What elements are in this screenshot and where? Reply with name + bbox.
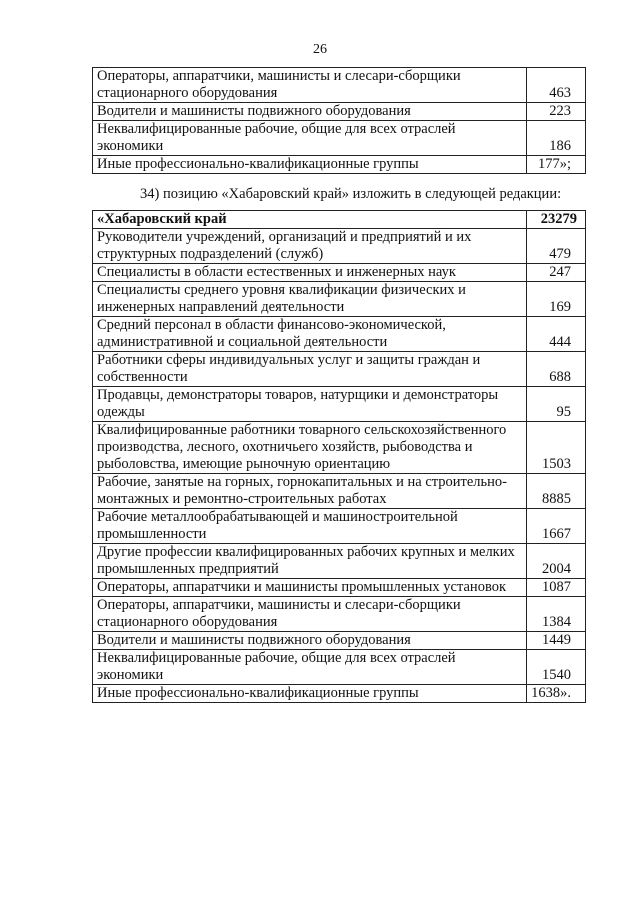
table-row [93,474,586,509]
table-row [93,103,586,121]
khabarovsk-table-body [93,211,586,703]
occupation-group-name: Рабочие металлообрабатывающей и машиностроительной промышленности [93,509,527,544]
table-row [93,597,586,632]
table-row [93,282,586,317]
occupation-group-name: Продавцы, демонстраторы товаров, натурщики и демонстраторы одежды [93,387,527,422]
occupation-group-count: 1087 [527,579,586,597]
table-row [93,685,586,703]
occupation-group-name: Операторы, аппаратчики, машинисты и слесари-сборщики стационарного оборудования [93,68,527,103]
occupation-group-name: Неквалифицированные рабочие, общие для всех отраслей экономики [93,650,527,685]
occupation-group-name: Средний персонал в области финансово-экономической, административной и социальной деятельности [93,317,527,352]
occupation-group-count: 223 [527,103,586,121]
table-row [93,387,586,422]
occupation-group-count: 186 [527,121,586,156]
continued-table-body [93,68,586,174]
page-number: 26 [313,42,327,57]
occupation-group-name: Руководители учреждений, организаций и предприятий и их структурных подразделений (служб) [93,229,527,264]
occupation-group-name: Рабочие, занятые на горных, горнокапитальных и на строительно-монтажных и ремонтно-строительных работах [93,474,527,509]
table-row [93,317,586,352]
table-row [93,68,586,103]
table-row [93,632,586,650]
table-row [93,579,586,597]
occupation-group-name: Операторы, аппаратчики и машинисты промышленных установок [93,579,527,597]
occupation-group-count: 1667 [527,509,586,544]
occupation-group-count: 1540 [527,650,586,685]
occupation-group-count: 1503 [527,422,586,474]
occupation-group-name: Другие профессии квалифицированных рабочих крупных и мелких промышленных предприятий [93,544,527,579]
region-header-row [93,211,586,229]
occupation-group-count: 479 [527,229,586,264]
occupation-group-count: 444 [527,317,586,352]
region-total: 23279 [527,211,586,229]
occupation-group-count: 1449 [527,632,586,650]
table-row [93,264,586,282]
occupation-group-name: Водители и машинисты подвижного оборудования [93,103,527,121]
occupation-group-name: Работники сферы индивидуальных услуг и защиты граждан и собственности [93,352,527,387]
khabarovsk-table [92,210,586,703]
occupation-group-count: 463 [527,68,586,103]
table-row [93,121,586,156]
occupation-group-count: 169 [527,282,586,317]
occupation-group-name: Специалисты среднего уровня квалификации физических и инженерных направлений деятельности [93,282,527,317]
occupation-group-name: Водители и машинисты подвижного оборудования [93,632,527,650]
occupation-group-name: Операторы, аппаратчики, машинисты и слесари-сборщики стационарного оборудования [93,597,527,632]
table-row [93,156,586,174]
occupation-group-count: 8885 [527,474,586,509]
occupation-group-name: Иные профессионально-квалификационные группы [93,156,527,174]
continued-table [92,67,586,174]
occupation-group-count: 1384 [527,597,586,632]
occupation-group-count: 688 [527,352,586,387]
occupation-group-count: 247 [527,264,586,282]
table-row [93,352,586,387]
occupation-group-name: Неквалифицированные рабочие, общие для всех отраслей экономики [93,121,527,156]
occupation-group-count: 2004 [527,544,586,579]
occupation-group-name: Специалисты в области естественных и инженерных наук [93,264,527,282]
occupation-group-name: Квалифицированные работники товарного сельскохозяйственного производства, лесного, охотничьего хозяйств, рыбоводства и рыболовства, имеющие рыночную ориентацию [93,422,527,474]
occupation-group-count: 1638». [527,685,586,703]
occupation-group-count: 177»; [527,156,586,174]
region-name: «Хабаровский край [93,211,527,229]
amendment-instruction: 34) позицию «Хабаровский край» изложить в следующей редакции: [140,186,562,202]
occupation-group-count: 95 [527,387,586,422]
table-row [93,229,586,264]
occupation-group-name: Иные профессионально-квалификационные группы [93,685,527,703]
table-row [93,509,586,544]
table-row [93,544,586,579]
table-row [93,422,586,474]
table-row [93,650,586,685]
